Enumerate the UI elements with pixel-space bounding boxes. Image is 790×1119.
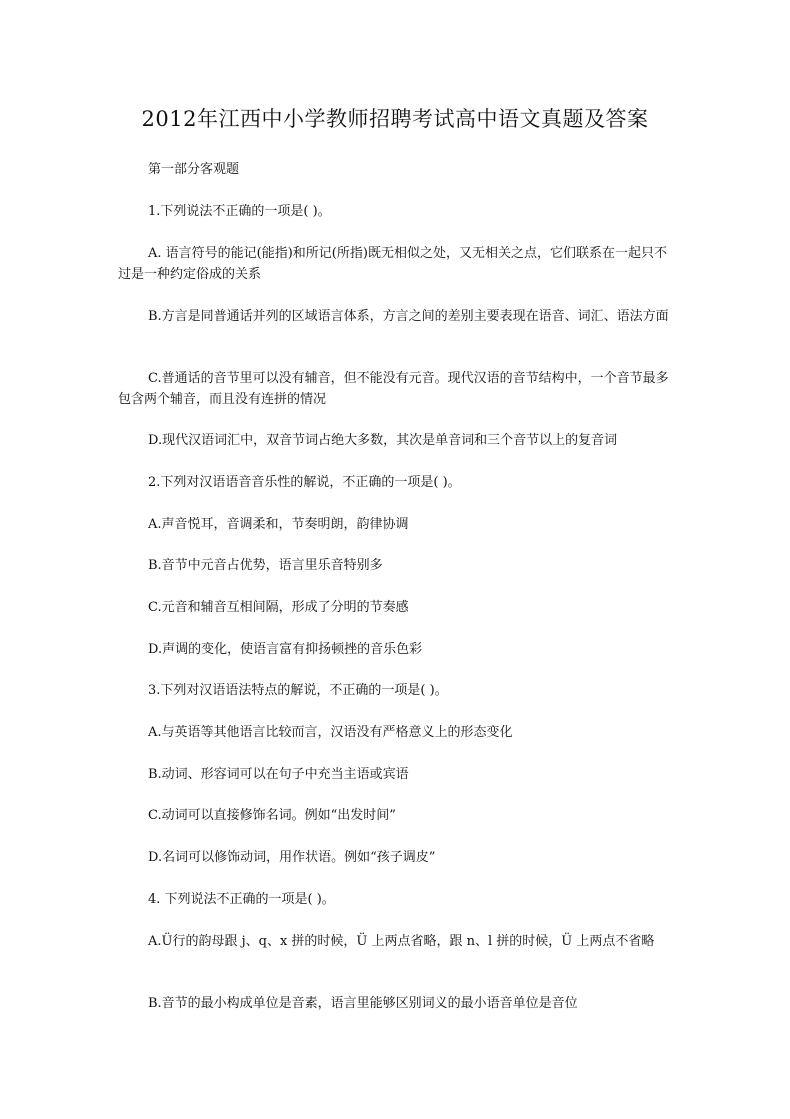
question-1-stem: 1.下列说法不正确的一项是( )。 <box>148 204 331 219</box>
question-3-option-a: A.与英语等其他语言比较而言，汉语没有严格意义上的形态变化 <box>148 725 513 740</box>
question-1-option-a: A. 语言符号的能记(能指)和所记(所指)既无相似之处，又无相关之点，它们联系在一起只不过是一种约定俗成的关系 <box>118 246 667 282</box>
question-4-option-b: B.音节的最小构成单位是音素，语言里能够区别词义的最小语音单位是音位 <box>148 996 578 1011</box>
question-3-option-d: D.名词可以修饰动词，用作状语。例如“孩子调皮” <box>148 850 436 865</box>
question-4-stem: 4. 下列说法不正确的一项是( )。 <box>148 892 335 907</box>
question-2-option-d: D.声调的变化，使语言富有抑扬顿挫的音乐色彩 <box>148 642 423 657</box>
page-title: 2012年江西中小学教师招聘考试高中语文真题及答案 <box>141 107 649 131</box>
question-3-stem: 3.下列对汉语语法特点的解说，不正确的一项是( )。 <box>148 683 448 698</box>
question-2-option-b: B.音节中元音占优势，语言里乐音特别多 <box>148 558 383 573</box>
question-2-stem: 2.下列对汉语语音音乐性的解说，不正确的一项是( )。 <box>148 475 461 490</box>
question-1-option-c: C.普通话的音节里可以没有辅音，但不能没有元音。现代汉语的音节结构中，一个音节最多包含两个辅音，而且没有连拼的情况 <box>118 371 669 407</box>
question-2-option-a: A.声音悦耳，音调柔和，节奏明朗，韵律协调 <box>148 517 409 532</box>
question-3-option-c: C.动词可以直接修饰名词。例如“出发时间” <box>148 808 396 823</box>
question-3-option-b: B.动词、形容词可以在句子中充当主语或宾语 <box>148 767 409 782</box>
question-1-option-b: B.方言是同普通话并列的区域语言体系，方言之间的差别主要表现在语音、词汇、语法方面 <box>148 309 669 324</box>
question-2-option-c: C.元音和辅音互相间隔，形成了分明的节奏感 <box>148 600 409 615</box>
question-1-option-d: D.现代汉语词汇中，双音节词占绝大多数，其次是单音词和三个音节以上的复音词 <box>148 433 618 448</box>
section-heading: 第一部分客观题 <box>148 162 240 177</box>
question-4-option-a: A.Ü行的韵母跟 j、q、x 拼的时候，Ü 上两点省略，跟 n、l 拼的时候，Ü 上两点不省略 <box>148 934 655 949</box>
